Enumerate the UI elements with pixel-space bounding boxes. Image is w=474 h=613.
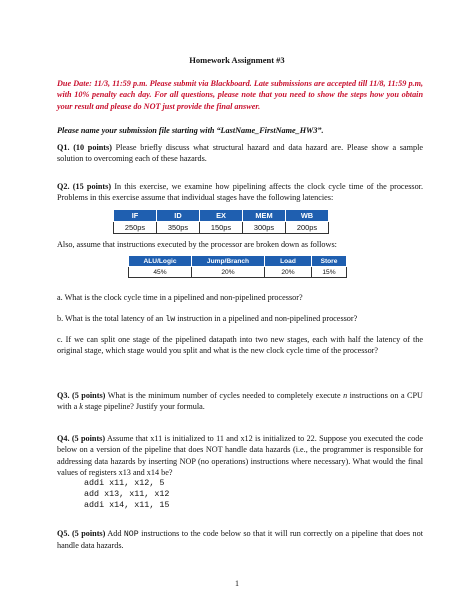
latency-cell: 350ps (157, 222, 200, 234)
q2-text: In this exercise, we examine how pipelining affects the clock cycle time of the processor. Problems in this exercise assume that individual stages have the following latencies: (57, 182, 423, 203)
mix-value: 20% (192, 267, 265, 278)
q3-n: n (343, 391, 348, 400)
mix-value: 20% (265, 267, 312, 278)
code-line: addi x14, x11, 15 (84, 500, 170, 510)
latency-cell: 250ps (114, 222, 157, 234)
question-2 (57, 181, 423, 204)
mix-header: ALU/Logic (129, 256, 192, 267)
q5-label: Q5. (5 points) (57, 529, 106, 538)
q2-part-b (57, 313, 423, 325)
stage-header: IF (114, 210, 157, 222)
q3-label: Q3. (5 points) (57, 391, 106, 400)
stage-header: WB (286, 210, 329, 222)
stage-header: ID (157, 210, 200, 222)
q1-text: Please briefly discuss what structural hazard and data hazard are. Please show a sample solution to overcoming each of these hazards. (57, 143, 423, 164)
code-line: addi x11, x12, 5 (84, 478, 165, 488)
question-3 (57, 390, 423, 413)
latency-cell: 150ps (200, 222, 243, 234)
q3-text: instructions on a CPU with a (57, 391, 423, 412)
page-number: 1 (235, 579, 239, 588)
mix-header: Load (265, 256, 312, 267)
q3-text: stage pipeline? Justify your formula. (82, 402, 205, 412)
due-date-notice: Due Date: 11/3, 11:59 p.m. Please submit via Blackboard. Late submissions are accepted till 11/8, 11:59 p.m, with 10% penalty each day. For all questions, please note that you need to show the steps how you obtain your result and please do NOT just provide the final answer. (57, 79, 423, 111)
code-line: add x13, x11, x12 (84, 489, 170, 499)
question-4 (57, 433, 423, 478)
latency-cell: 200ps (286, 222, 329, 234)
q4-label: Q4. (5 points) (57, 434, 106, 443)
q1-label: Q1. (10 points) (57, 143, 112, 152)
q2b-text-end: instruction in a pipelined and non-pipelined processor? (175, 314, 358, 323)
naming-instruction: Please name your submission file starting with “LastName_FirstName_HW3”. (57, 126, 324, 135)
q3-k: k (79, 402, 83, 412)
page-title: Homework Assignment #3 (189, 55, 285, 65)
question-5 (57, 528, 423, 552)
stage-header: MEM (243, 210, 286, 222)
q5-text: instructions to the code below so that it will run correctly on a pipeline that does not handle data hazards. (57, 529, 424, 551)
question-1 (57, 142, 423, 165)
q2b-text-start: b. What is the total latency of an (57, 314, 166, 323)
q5-text: Add (105, 529, 124, 538)
q2-part-c: c. If we can split one stage of the pipelined datapath into two new stages, each with half the latency of the original stage, which stage would you split and what is the new clock cycle time of the processor? (57, 335, 423, 356)
q3-text: What is the minimum number of cycles needed to completely execute (105, 391, 344, 400)
q2-part-a: a. What is the clock cycle time in a pipelined and non-pipelined processor? (57, 293, 303, 302)
latency-cell: 300ps (243, 222, 286, 234)
q4-text: Assume that x11 is initialized to 11 and x12 is initialized to 22. Suppose you executed the code below on a version of the pipeline that does NOT handle data hazards (i.e., the programmer is responsible for addressing data hazards by inserting NOP (no operations) instructions where necessary). What would the final values of registers x13 and x14 be? (57, 434, 423, 477)
lw-code: lw (165, 315, 176, 324)
q2-label: Q2. (15 points) (57, 182, 112, 191)
mix-header: Store (312, 256, 347, 267)
stage-header: EX (200, 210, 243, 222)
latency-table (113, 209, 329, 234)
mix-value: 45% (129, 267, 192, 278)
instruction-mix-table (128, 255, 347, 278)
mix-value: 15% (312, 267, 347, 278)
nop-code: NOP (123, 530, 139, 539)
instruction-mix-intro: Also, assume that instructions executed by the processor are broken down as follows: (57, 240, 337, 249)
mix-header: Jump/Branch (192, 256, 265, 267)
